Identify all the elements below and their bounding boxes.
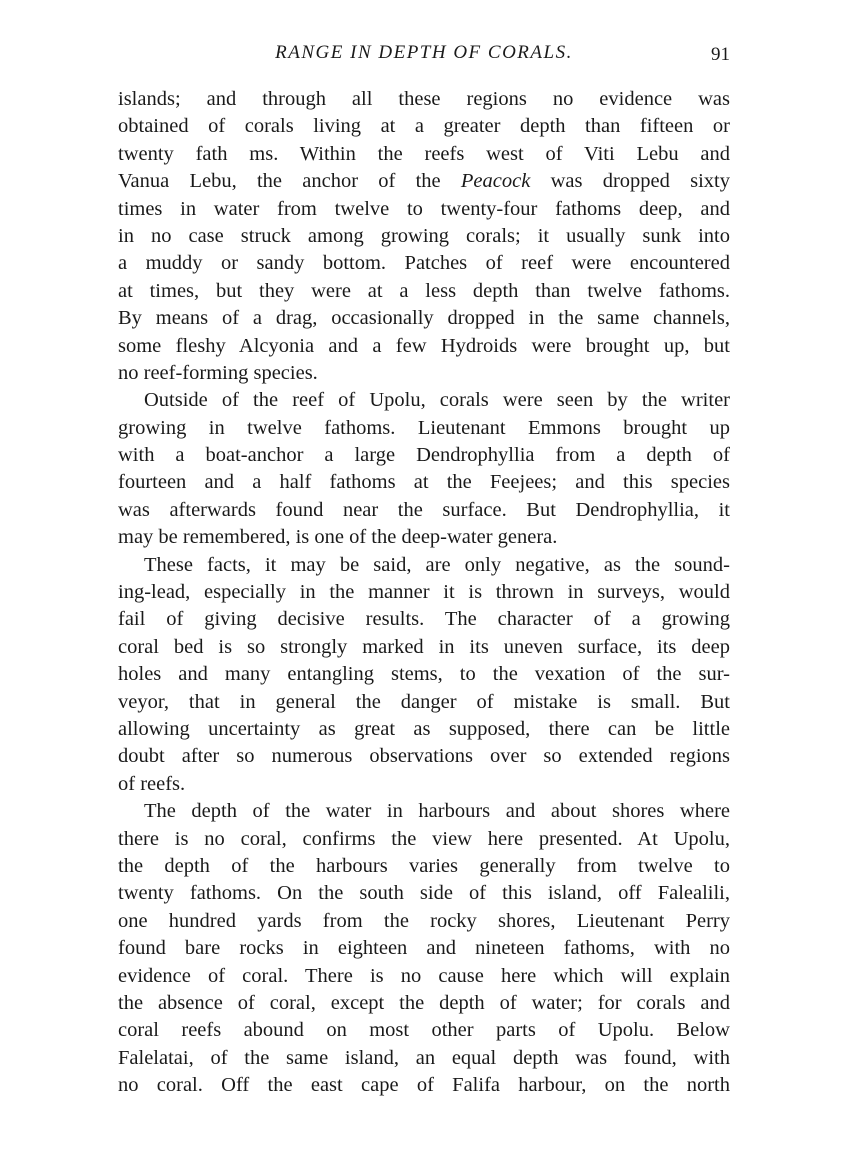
text-line: some fleshy Alcyonia and a few Hydroids were brought up, but [118,334,730,357]
body-text [118,86,730,1099]
text-line: Outside of the reef of Upolu, corals were seen by the writer [144,389,730,412]
text-line: veyor, that in general the danger of mistake is small. But [118,690,730,713]
text-line: coral reefs abound on most other parts of Upolu. Below [118,1019,730,1042]
running-title: RANGE IN DEPTH OF CORALS. [275,42,573,63]
text-line: of reefs. [118,772,186,795]
text-line: By means of a drag, occasionally dropped in the same channels, [118,307,730,330]
text-line: fourteen and a half fathoms at the Feejees; and this species [118,471,730,494]
text-line: ing-lead, especially in the manner it is thrown in surveys, would [118,581,730,604]
text-line: there is no coral, confirms the view here presented. At Upolu, [118,827,730,850]
text-line: holes and many entangling stems, to the vexation of the sur- [118,663,730,686]
text-line: fail of giving decisive results. The character of a growing [118,608,730,631]
text-line: may be remembered, is one of the deep-water genera. [118,526,558,549]
text-line: obtained of corals living at a greater depth than fifteen or [118,115,730,138]
text-line: no reef-forming species. [118,361,318,384]
text-line: evidence of coral. There is no cause here which will explain [118,964,730,987]
text-line: with a boat-anchor a large Dendrophyllia from a depth of [118,444,730,467]
text-line: twenty fathoms. On the south side of this island, off Falealili, [118,882,730,905]
text-line: one hundred yards from the rocky shores, Lieutenant Perry [118,909,730,932]
ship-name: Peacock [460,170,531,193]
text-line: the absence of coral, except the depth of water; for corals and [118,991,730,1014]
text-line: in no case struck among growing corals; it usually sunk into [118,224,730,247]
text-line: These facts, it may be said, are only negative, as the sound- [144,553,730,576]
text-line: Vanua Lebu, the anchor of the Peacock was dropped sixty [118,170,730,193]
text-line: the depth of the harbours varies generally from twelve to [118,854,730,877]
text-line: a muddy or sandy bottom. Patches of reef were encountered [118,252,730,275]
text-line: times in water from twelve to twenty-four fathoms deep, and [118,197,730,220]
text-line: no coral. Off the east cape of Falifa harbour, on the north [118,1074,730,1097]
text-line: was afterwards found near the surface. But Dendrophyllia, it [118,498,730,521]
text-line: islands; and through all these regions no evidence was [118,88,730,110]
text-line: coral bed is so strongly marked in its uneven surface, its deep [118,635,730,658]
text-line: The depth of the water in harbours and about shores where [144,800,730,823]
text-line: found bare rocks in eighteen and nineteen fathoms, with no [118,937,730,960]
text-line: allowing uncertainty as great as supposed, there can be little [118,717,730,740]
text-line: twenty fath ms. Within the reefs west of Viti Lebu and [118,142,730,165]
running-head [118,42,730,72]
text-line: Falelatai, of the same island, an equal depth was found, with [118,1046,730,1069]
text-line: at times, but they were at a less depth than twelve fathoms. [118,279,730,302]
text-line: growing in twelve fathoms. Lieutenant Emmons brought up [118,416,730,439]
page-number: 91 [711,44,730,65]
text-line: doubt after so numerous observations over so extended regions [118,745,730,768]
